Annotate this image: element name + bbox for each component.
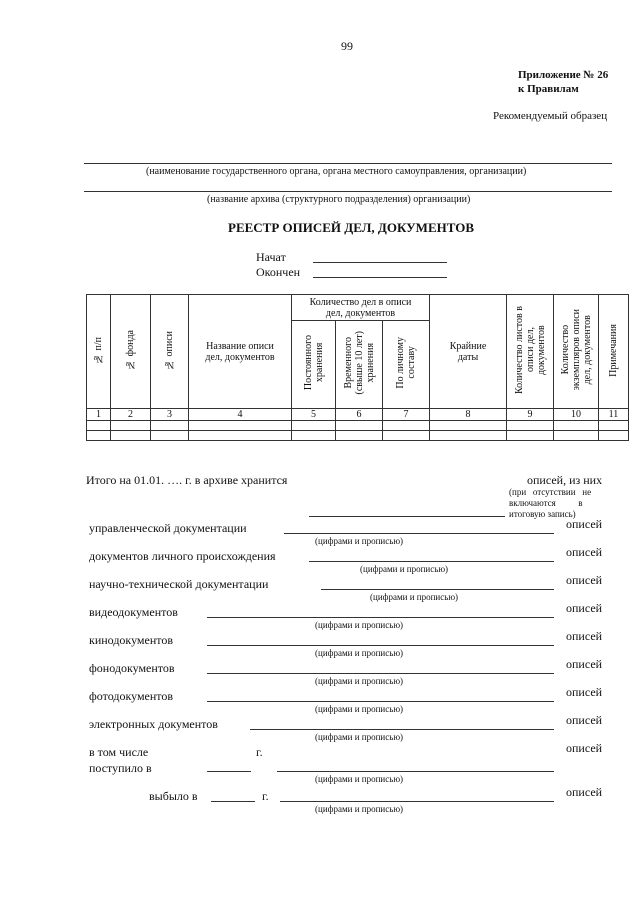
row-scitech-label: научно-технической документации <box>89 577 269 591</box>
total-fill-line <box>309 516 505 517</box>
row-electronic-line <box>250 729 554 730</box>
appendix-line1: Приложение № 26 <box>518 69 609 81</box>
row-video-unit: описей <box>566 601 603 615</box>
col-header-permanent: Постоянного хранения <box>292 321 336 409</box>
recommended-sample: Рекомендуемый образец <box>493 110 608 122</box>
page-title: РЕЕСТР ОПИСЕЙ ДЕЛ, ДОКУМЕНТОВ <box>228 220 475 235</box>
row-scitech-hint: (цифрами и прописью) <box>370 592 459 602</box>
removed-hint: (цифрами и прописью) <box>315 804 404 814</box>
page-number: 99 <box>341 39 353 53</box>
note-line2: включаются в <box>509 498 583 508</box>
row-electronic-label: электронных документов <box>89 717 218 731</box>
col-header-temporary: Временного (свыше 10 лет) хранения <box>336 321 383 409</box>
received-year-line <box>207 771 251 772</box>
removed-unit: описей <box>566 785 603 799</box>
received-unit: описей <box>566 741 603 755</box>
row-personal-unit: описей <box>566 545 603 559</box>
row-scitech-unit: описей <box>566 573 603 587</box>
col-header-inventory: № описи <box>151 295 189 409</box>
row-video-label: видеодокументов <box>89 605 178 619</box>
row-film-unit: описей <box>566 629 603 643</box>
received-count-line <box>277 771 554 772</box>
received-year: г. <box>256 745 263 759</box>
col-header-fund: № фонда <box>111 295 151 409</box>
archive-name-line <box>84 191 612 192</box>
row-phono-label: фонодокументов <box>89 661 175 675</box>
register-table <box>86 294 629 441</box>
org-name-caption: (наименование государственного органа, органа местного самоуправления, организации) <box>146 166 527 177</box>
including-label: в том числе <box>89 745 149 759</box>
col-header-inventory-name: Название описи дел, документов <box>189 295 292 409</box>
col-header-personnel: По личному составу <box>383 321 430 409</box>
row-management-label: управленческой документации <box>89 521 247 535</box>
started-label: Начат <box>256 250 286 264</box>
row-video-hint: (цифрами и прописью) <box>315 620 404 630</box>
ended-line <box>313 277 447 278</box>
table-row <box>87 431 629 441</box>
row-photo-label: фотодокументов <box>89 689 174 703</box>
col-header-copy-count: Количество экземпляров описи дел, документов <box>554 295 599 409</box>
removed-count-line <box>280 801 554 802</box>
row-photo-unit: описей <box>566 685 603 699</box>
note-line1: (при отсутствии не <box>509 487 592 497</box>
row-phono-unit: описей <box>566 657 603 671</box>
row-personal-hint: (цифрами и прописью) <box>360 564 449 574</box>
total-text: Итого на 01.01. …. г. в архиве хранится <box>86 473 288 487</box>
row-photo-hint: (цифрами и прописью) <box>315 704 404 714</box>
row-electronic-unit: описей <box>566 713 603 727</box>
row-photo-line <box>207 701 554 702</box>
row-personal-label: документов личного происхождения <box>89 549 276 563</box>
col-header-number: № п/п <box>87 295 111 409</box>
row-management-unit: описей <box>566 517 603 531</box>
appendix-line2: к Правилам <box>518 83 579 95</box>
col-header-sheet-count: Количество листов в описи дел, документов <box>507 295 554 409</box>
col-header-extreme-dates: Крайние даты <box>430 295 507 409</box>
row-film-hint: (цифрами и прописью) <box>315 648 404 658</box>
col-header-notes: Примечания <box>599 295 629 409</box>
removed-year: г. <box>262 789 269 803</box>
row-personal-line <box>309 561 554 562</box>
row-electronic-hint: (цифрами и прописью) <box>315 732 404 742</box>
note-line3: итоговую запись) <box>509 509 576 519</box>
received-hint: (цифрами и прописью) <box>315 774 404 784</box>
received-label: поступило в <box>89 761 152 775</box>
row-phono-hint: (цифрами и прописью) <box>315 676 404 686</box>
col-header-count-group: Количество дел в описи дел, документов <box>292 295 430 321</box>
archive-name-caption: (название архива (структурного подразделения) организации) <box>207 194 471 205</box>
row-scitech-line <box>321 589 554 590</box>
column-numbers-row: 1 2 3 4 5 6 7 8 9 10 11 <box>87 409 629 421</box>
table-row <box>87 421 629 431</box>
row-management-line <box>284 533 554 534</box>
row-phono-line <box>207 673 554 674</box>
row-film-line <box>207 645 554 646</box>
row-film-label: кинодокументов <box>89 633 174 647</box>
ended-label: Окончен <box>256 265 301 279</box>
org-name-line <box>84 163 612 164</box>
removed-label: выбыло в <box>149 789 198 803</box>
inventories-text: описей, из них <box>527 473 603 487</box>
row-management-hint: (цифрами и прописью) <box>315 536 404 546</box>
row-video-line <box>207 617 554 618</box>
started-line <box>313 262 447 263</box>
removed-year-line <box>211 801 255 802</box>
